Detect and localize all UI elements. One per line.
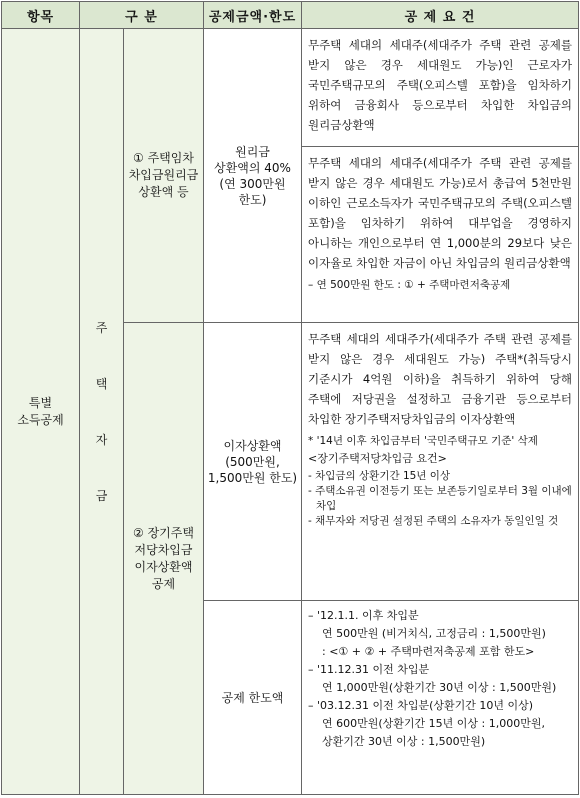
group-label: 주 택 자 금 (95, 320, 108, 503)
section2-star-note: * '14년 이후 차입금부터 '국민주택규모 기준' 삭제 (308, 435, 538, 447)
section1-req2: 무주택 세대의 세대주(세대주가 주택 관련 공제를 받지 않은 경우 세대원도 가능)로서 총급여 5천만원 이하인 근로소득자가 국민주택규모의 주택(오피스텔 포함)을 임차하기 위하여 대부업을 경영하지 아니하는 개인으로부터 연 1,000분의 29보다 낮은 이자율로 차입한 자금이 아닌 차입금의 원리금상환액 (308, 156, 572, 270)
section2-cell (124, 323, 204, 795)
header-amount: 공제금액·한도 (204, 2, 302, 29)
limit-line: – '11.12.31 이전 차입분 (308, 663, 430, 676)
group-cell (80, 29, 124, 795)
limit-line: – '12.1.1. 이후 차입분 (308, 609, 419, 622)
section1-req2-note: – 연 500만원 한도 : ① + 주택마련저축공제 (308, 279, 511, 291)
section1-req1-cell (302, 29, 579, 147)
section1-req2-cell (302, 147, 579, 323)
limit-line: : <① + ② + 주택마련저축공제 포함 한도> (322, 645, 535, 658)
limit-line: 상환기간 30년 이상 : 1,500만원) (322, 735, 486, 748)
header-item: 항목 (2, 2, 80, 29)
section1-cell (124, 29, 204, 323)
section2-amount-cell (204, 323, 302, 601)
item-label: 특별 소득공제 (17, 395, 64, 427)
section2-req: 무주택 세대의 세대주가(세대주가 주택 관련 공제를 받지 않은 경우 세대원도 가능) 주택*(취득당시 기준시가 4억원 이하)을 취득하기 위하여 당해 주택에 저당권을 설정하고 금융기관 등으로부터 차입한 장기주택저당차입금의 이자상환액 (308, 332, 572, 426)
list-item: - 차입금의 상환기간 15년 이상 (308, 470, 451, 482)
item-cell (2, 29, 80, 795)
table-row (2, 29, 579, 147)
deduction-table (1, 1, 579, 795)
limit-line: 연 600만원(상환기간 15년 이상 : 1,000만원, (322, 717, 545, 730)
section1-label: ① 주택임차 차입금원리금 상환액 등 (128, 151, 199, 199)
limit-line: – '03.12.31 이전 차입분(상환기간 10년 이상) (308, 699, 534, 712)
section2-cond-list (308, 469, 572, 529)
limit-line: 연 1,000만원(상환기간 30년 이상 : 1,500만원) (322, 681, 557, 694)
section1-amount: 원리금 상환액의 40% (연 300만원 한도) (214, 144, 291, 207)
limit-label: 공제 한도액 (221, 690, 284, 705)
section1-amount-cell (204, 29, 302, 323)
section1-req1: 무주택 세대의 세대주(세대주가 주택 관련 공제를 받지 않은 경우 세대원도 가능)인 근로자가 국민주택규모의 주택(오피스텔 포함)을 임차하기 위하여 금융회사 등으로부터 차입한 차입금의 원리금상환액 (308, 38, 572, 132)
list-item: - 채무자와 저당권 설정된 주택의 소유자가 동일인일 것 (308, 515, 559, 527)
section2-label: ② 장기주택 저당차입금 이자상환액 공제 (133, 525, 194, 591)
table-header-row (2, 2, 579, 29)
limit-label-cell (204, 601, 302, 795)
limit-line: 연 500만원 (비거치식, 고정금리 : 1,500만원) (322, 627, 546, 640)
list-item: - 주택소유권 이전등기 또는 보존등기일로부터 3월 이내에 차입 (308, 485, 572, 512)
section2-cond-title: <장기주택저당차입금 요건> (308, 452, 447, 465)
limit-cell (302, 601, 579, 795)
header-category: 구 분 (80, 2, 204, 29)
section2-amount: 이자상환액 (500만원, 1,500만원 한도) (207, 438, 298, 485)
section2-req-cell (302, 323, 579, 601)
header-requirements: 공 제 요 건 (302, 2, 579, 29)
